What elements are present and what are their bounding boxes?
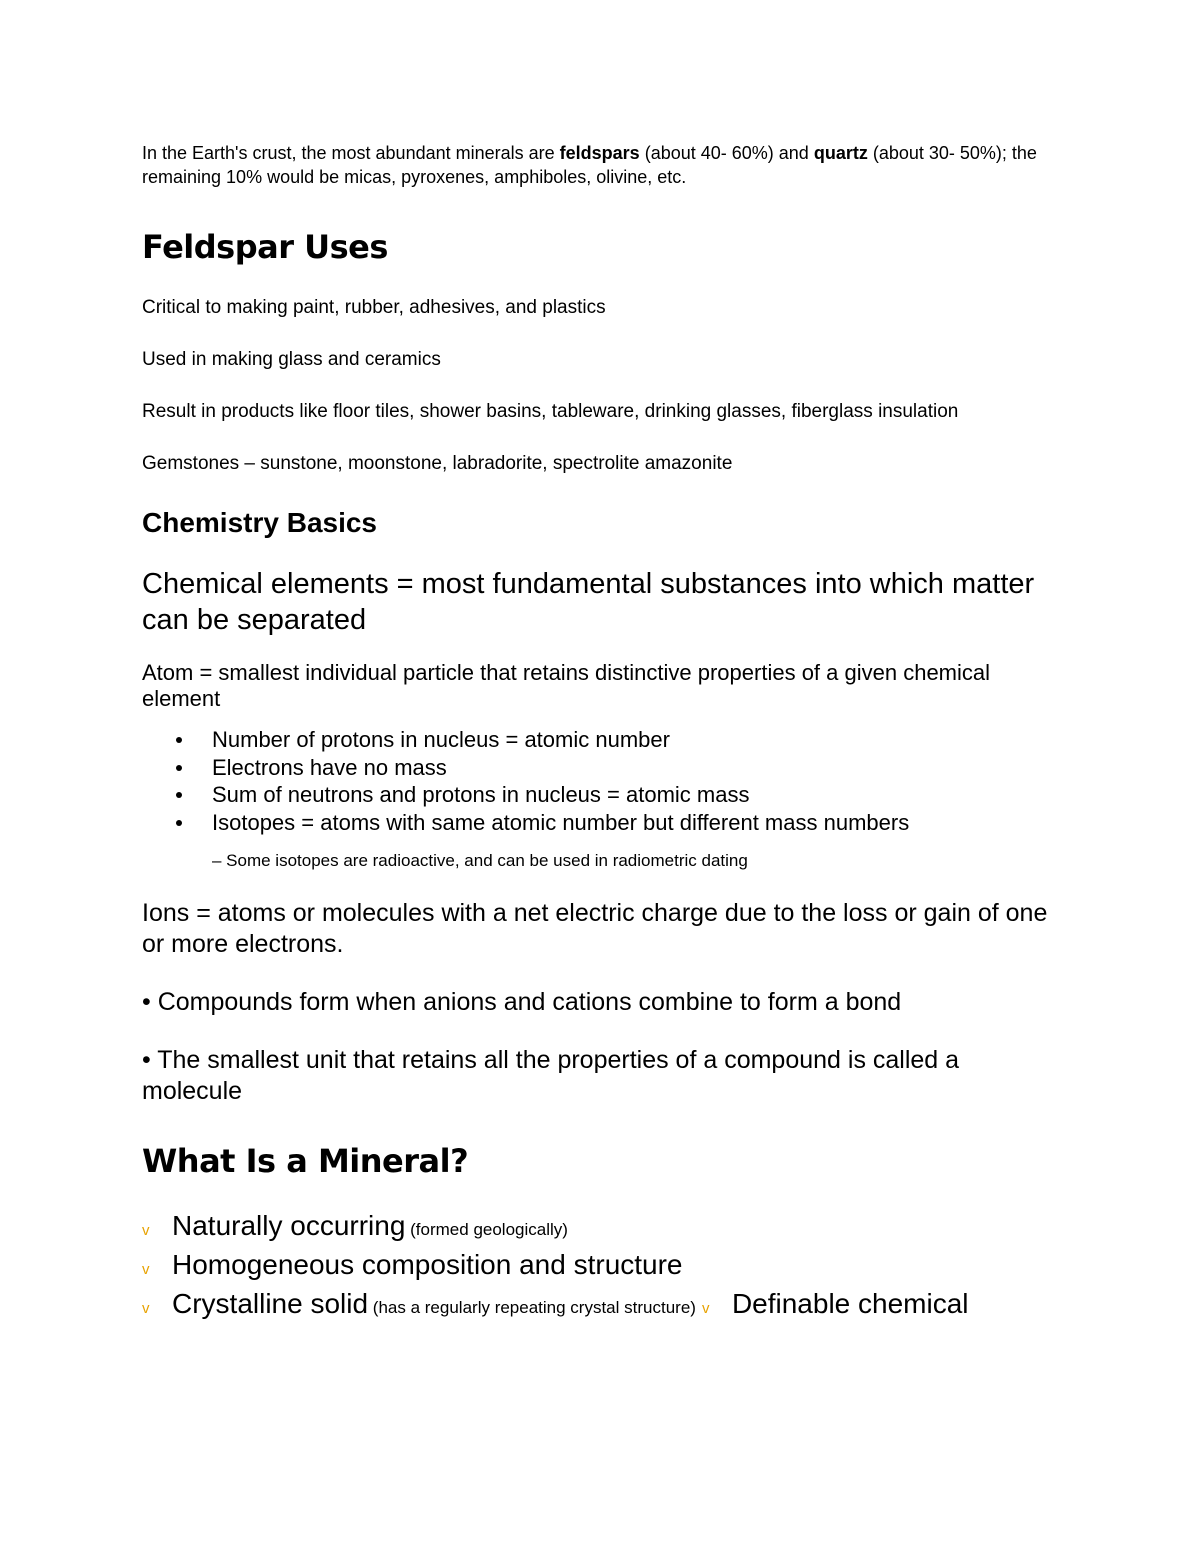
intro-paragraph	[142, 141, 1052, 189]
intro-text-1: In the Earth's crust, the most abundant minerals are	[142, 143, 560, 163]
intro-text-2: (about 40- 60%) and	[639, 143, 814, 163]
mineral-heading: What Is a Mineral?	[142, 1142, 469, 1180]
list-item: Isotopes = atoms with same atomic number but different mass numbers	[142, 809, 1052, 837]
atom-bullet-list	[142, 726, 1052, 836]
bullet-icon	[176, 737, 182, 743]
molecule-text: • The smallest unit that retains all the properties of a compound is called a molecule	[142, 1046, 960, 1105]
intro-text-3: (about 30- 50%); the remaining 10% would be micas, pyroxenes, amphiboles, olivine, etc.	[142, 143, 1037, 187]
intro-bold-feldspars: feldspars	[559, 143, 640, 163]
list-item: Sum of neutrons and protons in nucleus = atomic mass	[142, 781, 1052, 809]
list-item: v Homogeneous composition and structure	[142, 1248, 1052, 1287]
bullet-icon	[176, 792, 182, 798]
feldspar-heading: Feldspar Uses	[142, 228, 388, 266]
ions-text: Ions = atoms or molecules with a net electric charge due to the loss or gain of one or more electrons.	[142, 899, 1048, 958]
intro-bold-quartz: quartz	[813, 143, 868, 163]
feldspar-item-1: Critical to making paint, rubber, adhesives, and plastics	[142, 297, 606, 318]
feldspar-item-4: Gemstones – sunstone, moonstone, labradorite, spectrolite amazonite	[142, 453, 733, 474]
atom-text: Atom = smallest individual particle that retains distinctive properties of a given chemical element	[142, 660, 991, 711]
document-page	[142, 141, 1052, 1326]
list-item: Number of protons in nucleus = atomic number	[142, 726, 1052, 754]
checkmark-bullet-icon: v	[142, 1300, 150, 1317]
checkmark-bullet-icon: v	[142, 1261, 150, 1278]
chemistry-heading: Chemistry Basics	[142, 507, 378, 538]
chemical-elements-text: Chemical elements = most fundamental substances into which matter can be separated	[142, 568, 1035, 636]
list-item: v Crystalline solid (has a regularly repeating crystal structure) v Definable chemical	[142, 1287, 1052, 1326]
checkmark-bullet-icon: v	[701, 1300, 710, 1317]
isotope-note: – Some isotopes are radioactive, and can be used in radiometric dating	[212, 851, 748, 870]
list-item: v Naturally occurring (formed geologically)	[142, 1209, 1052, 1248]
checkmark-bullet-icon: v	[142, 1222, 150, 1239]
feldspar-item-3: Result in products like floor tiles, shower basins, tableware, drinking glasses, fiberglass insulation	[142, 401, 959, 422]
compounds-text: • Compounds form when anions and cations combine to form a bond	[142, 988, 902, 1016]
feldspar-item-2: Used in making glass and ceramics	[142, 349, 441, 370]
mineral-list	[142, 1209, 1052, 1326]
list-item: Electrons have no mass	[142, 754, 1052, 782]
bullet-icon	[176, 765, 182, 771]
bullet-icon	[176, 820, 182, 826]
